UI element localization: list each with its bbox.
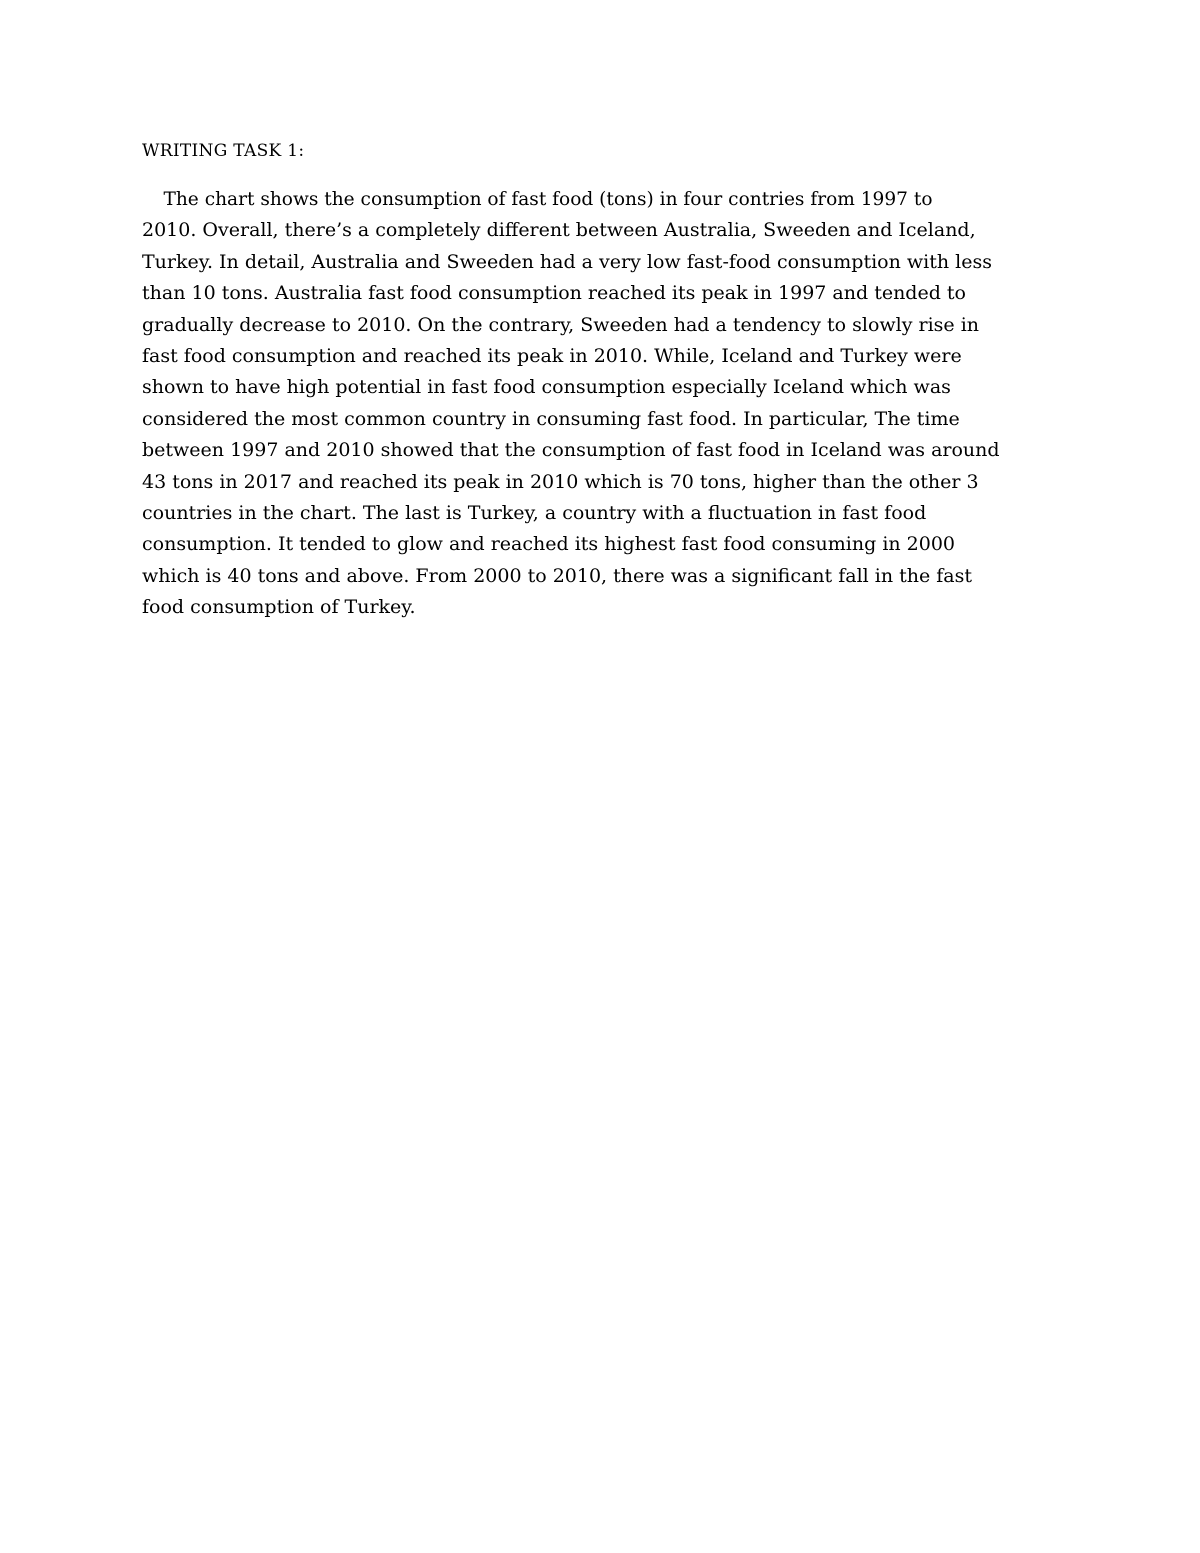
paragraph-line: between 1997 and 2010 showed that the consumption of fast food in Iceland was around — [142, 439, 1000, 462]
paragraph-line: countries in the chart. The last is Turkey, a country with a fluctuation in fast food — [142, 502, 927, 525]
paragraph-line: 2010. Overall, there’s a completely different between Australia, Sweeden and Iceland, — [142, 219, 976, 242]
paragraph-line: which is 40 tons and above. From 2000 to 2010, there was a significant fall in the fast — [142, 564, 973, 587]
paragraph-line: fast food consumption and reached its peak in 2010. While, Iceland and Turkey were — [142, 345, 962, 368]
paragraph-line: consumption. It tended to glow and reached its highest fast food consuming in 2000 — [142, 533, 956, 556]
paragraph-line: The chart shows the consumption of fast food (tons) in four contries from 1997 to — [163, 188, 933, 210]
paragraph-line: than 10 tons. Australia fast food consumption reached its peak in 1997 and tended to — [142, 282, 966, 305]
paragraph-line: Turkey. In detail, Australia and Sweeden had a very low fast-food consumption with less — [142, 250, 992, 273]
paragraph-line: considered the most common country in consuming fast food. In particular, The time — [142, 407, 960, 430]
paragraph-line: 43 tons in 2017 and reached its peak in 2010 which is 70 tons, higher than the other 3 — [142, 470, 979, 493]
task-heading: WRITING TASK 1: — [142, 141, 305, 161]
paragraph-line: food consumption of Turkey. — [142, 596, 416, 619]
paragraph-line: shown to have high potential in fast food consumption especially Iceland which was — [142, 376, 951, 399]
essay-paragraph — [142, 184, 1062, 624]
paragraph-line: gradually decrease to 2010. On the contrary, Sweeden had a tendency to slowly rise in — [142, 313, 980, 336]
